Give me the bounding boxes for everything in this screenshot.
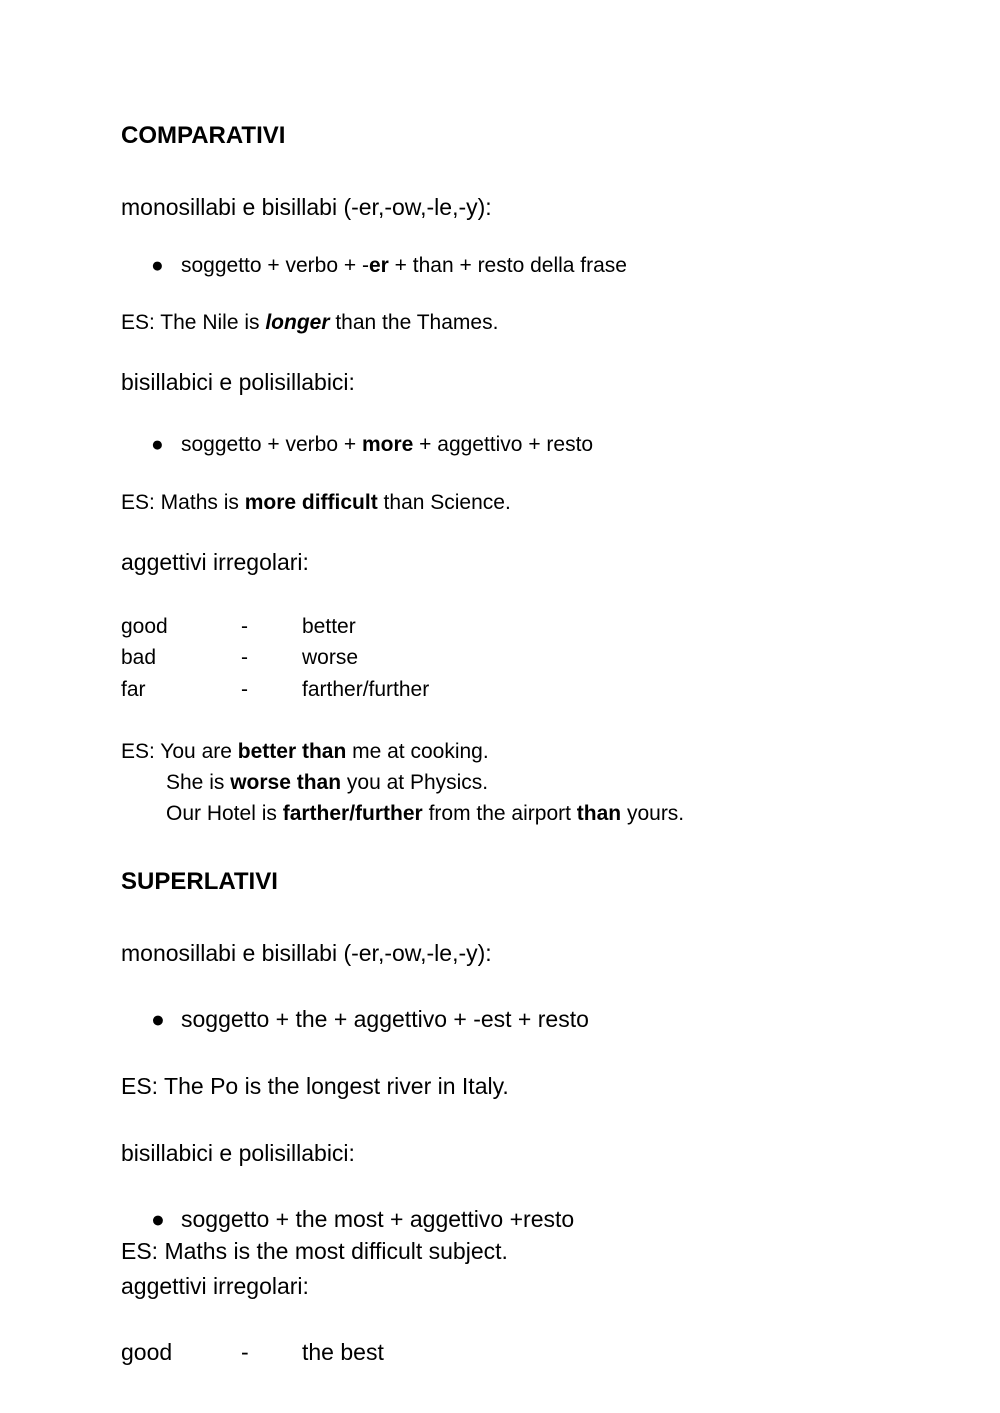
comparativi-poly-label: bisillabici e polisillabici: (121, 369, 355, 395)
comparativi-irregular-example-1 (121, 738, 489, 766)
example-bold: better than (237, 740, 347, 763)
irregular-form: worse (302, 646, 359, 669)
bullet-icon: ● (151, 1206, 165, 1232)
irregular-base: good (121, 1339, 173, 1365)
example-text: you at Physics. (341, 771, 489, 794)
irregular-separator: - (241, 646, 248, 669)
example-text: than Science. (377, 491, 511, 514)
irregular-separator: - (241, 1339, 249, 1365)
comparativi-mono-rule (151, 252, 627, 280)
example-text: than the Thames. (329, 311, 499, 334)
bullet-icon: ● (151, 254, 164, 277)
example-bold: more difficult (244, 491, 378, 514)
comparativi-mono-example (121, 309, 498, 337)
superlativi-mono-label: monosillabi e bisillabi (-er,-ow,-le,-y): (121, 940, 492, 966)
example-bold: longer (265, 311, 330, 334)
superlativi-heading: SUPERLATIVI (121, 868, 278, 895)
example-text: ES: The Nile is (121, 311, 266, 334)
superlativi-poly-rule (151, 1205, 574, 1233)
comparativi-mono-label: monosillabi e bisillabi (-er,-ow,-le,-y): (121, 194, 492, 220)
rule-text: + aggettivo + resto (413, 433, 594, 456)
example-text: ES: You are (121, 740, 238, 763)
comparativi-poly-example (121, 489, 511, 517)
irregular-form: better (302, 615, 356, 638)
rule-text: soggetto + the + aggettivo + -est + resto (181, 1006, 589, 1032)
superlativi-mono-example: ES: The Po is the longest river in Italy. (121, 1073, 509, 1099)
rule-text: + than + resto della frase (388, 254, 627, 277)
superlativi-irregular-label: aggettivi irregolari: (121, 1273, 309, 1299)
irregular-base: good (121, 615, 168, 638)
comparativi-irregular-example-3 (166, 800, 684, 828)
bullet-icon: ● (151, 433, 164, 456)
example-text: from the airport (422, 802, 577, 825)
example-text: Our Hotel is (166, 802, 283, 825)
irregular-separator: - (241, 678, 248, 701)
irregular-form: the best (302, 1339, 384, 1365)
superlativi-mono-rule (151, 1005, 589, 1033)
irregular-base: far (121, 678, 146, 701)
example-text: yours. (621, 802, 685, 825)
rule-text: soggetto + verbo + (181, 433, 362, 456)
example-bold: farther/further (282, 802, 423, 825)
comparativi-poly-rule (151, 431, 593, 459)
example-bold: than (576, 802, 622, 825)
rule-text: soggetto + verbo + - (181, 254, 369, 277)
comparativi-heading: COMPARATIVI (121, 122, 286, 149)
irregular-separator: - (241, 615, 248, 638)
rule-bold: er (368, 254, 389, 277)
comparativi-irregular-label: aggettivi irregolari: (121, 549, 309, 575)
bullet-icon: ● (151, 1006, 165, 1032)
example-bold: worse than (230, 771, 342, 794)
superlativi-poly-label: bisillabici e polisillabici: (121, 1140, 355, 1166)
comparativi-irregular-example-2 (166, 769, 488, 797)
example-text: me at cooking. (346, 740, 489, 763)
rule-text: soggetto + the most + aggettivo +resto (181, 1206, 575, 1232)
example-text: She is (166, 771, 231, 794)
superlativi-poly-example: ES: Maths is the most difficult subject. (121, 1238, 508, 1264)
irregular-form: farther/further (302, 678, 430, 701)
irregular-base: bad (121, 646, 157, 669)
example-text: ES: Maths is (121, 491, 245, 514)
rule-bold: more (361, 433, 414, 456)
